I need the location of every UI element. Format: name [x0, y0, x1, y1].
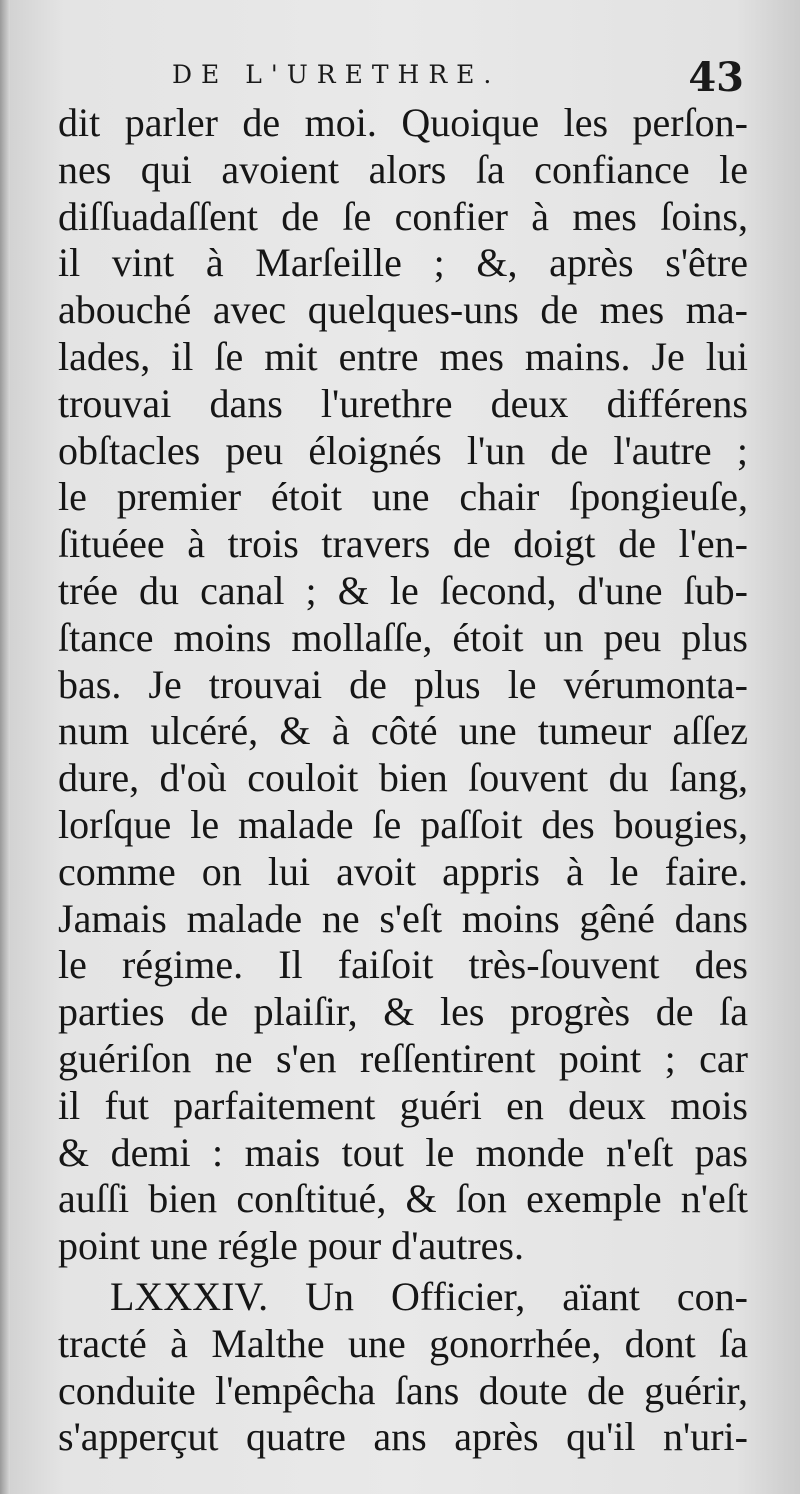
text-line: ſituéee à trois travers de doigt de l'en-	[58, 521, 748, 567]
text-line: nes qui avoient alors ſa confiance le	[58, 146, 748, 192]
text-line: dure, d'où couloit bien ſouvent du ſang,	[58, 755, 748, 801]
text-line: trée du canal ; & le ſecond, d'une ſub-	[58, 567, 748, 613]
page-spine-shadow	[0, 0, 10, 1494]
text-line: Jamais malade ne s'eſt moins gêné dans	[58, 895, 748, 941]
running-head	[172, 54, 744, 104]
text-line: lades, il ſe mit entre mes mains. Je lui	[58, 333, 748, 379]
text-line: il fut parfaitement guéri en deux mois	[58, 1082, 748, 1128]
text-line: abouché avec quelques-uns de mes ma-	[58, 287, 748, 333]
text-line: lorſque le malade ſe paſſoit des bougies,	[58, 801, 748, 847]
text-line-paragraph-end: point une régle pour d'autres.	[58, 1223, 524, 1269]
paragraph-heading-line: LXXXIV. Un Officier, aïant con-	[110, 1273, 748, 1319]
text-line: guériſon ne s'en reſſentirent point ; car	[58, 1035, 748, 1081]
running-title: DE L'URETHRE.	[172, 60, 501, 89]
text-line: s'apperçut quatre ans après qu'il n'uri-	[58, 1414, 748, 1460]
text-line: ſtance moins mollaſſe, étoit un peu plus	[58, 614, 748, 660]
body-text	[58, 100, 748, 1461]
text-line: dit parler de moi. Quoique les perſon-	[58, 100, 748, 145]
text-line: diſſuadaſſent de ſe confier à mes ſoins,	[58, 193, 748, 239]
text-line: comme on lui avoit appris à le faire.	[58, 848, 748, 894]
page-number: 43	[688, 54, 744, 101]
text-line: trouvai dans l'urethre deux différens	[58, 380, 748, 426]
text-line: bas. Je trouvai de plus le vérumonta-	[58, 661, 748, 707]
text-line: il vint à Marſeille ; &, après s'être	[58, 240, 748, 286]
text-line: le régime. Il faiſoit très-ſouvent des	[58, 942, 748, 988]
text-line: & demi : mais tout le monde n'eſt pas	[58, 1129, 748, 1175]
text-line: le premier étoit une chair ſpongieuſe,	[58, 474, 748, 520]
text-line: obſtacles peu éloignés l'un de l'autre ;	[58, 427, 748, 473]
text-line: conduite l'empêcha ſans doute de guérir,	[58, 1367, 748, 1413]
text-line: num ulcéré, & à côté une tumeur aſſez	[58, 708, 748, 754]
text-line: parties de plaiſir, & les progrès de ſa	[58, 989, 748, 1035]
text-line: auſſi bien conſtitué, & ſon exemple n'eſt	[58, 1176, 748, 1222]
text-line: tracté à Malthe une gonorrhée, dont ſa	[58, 1320, 748, 1366]
